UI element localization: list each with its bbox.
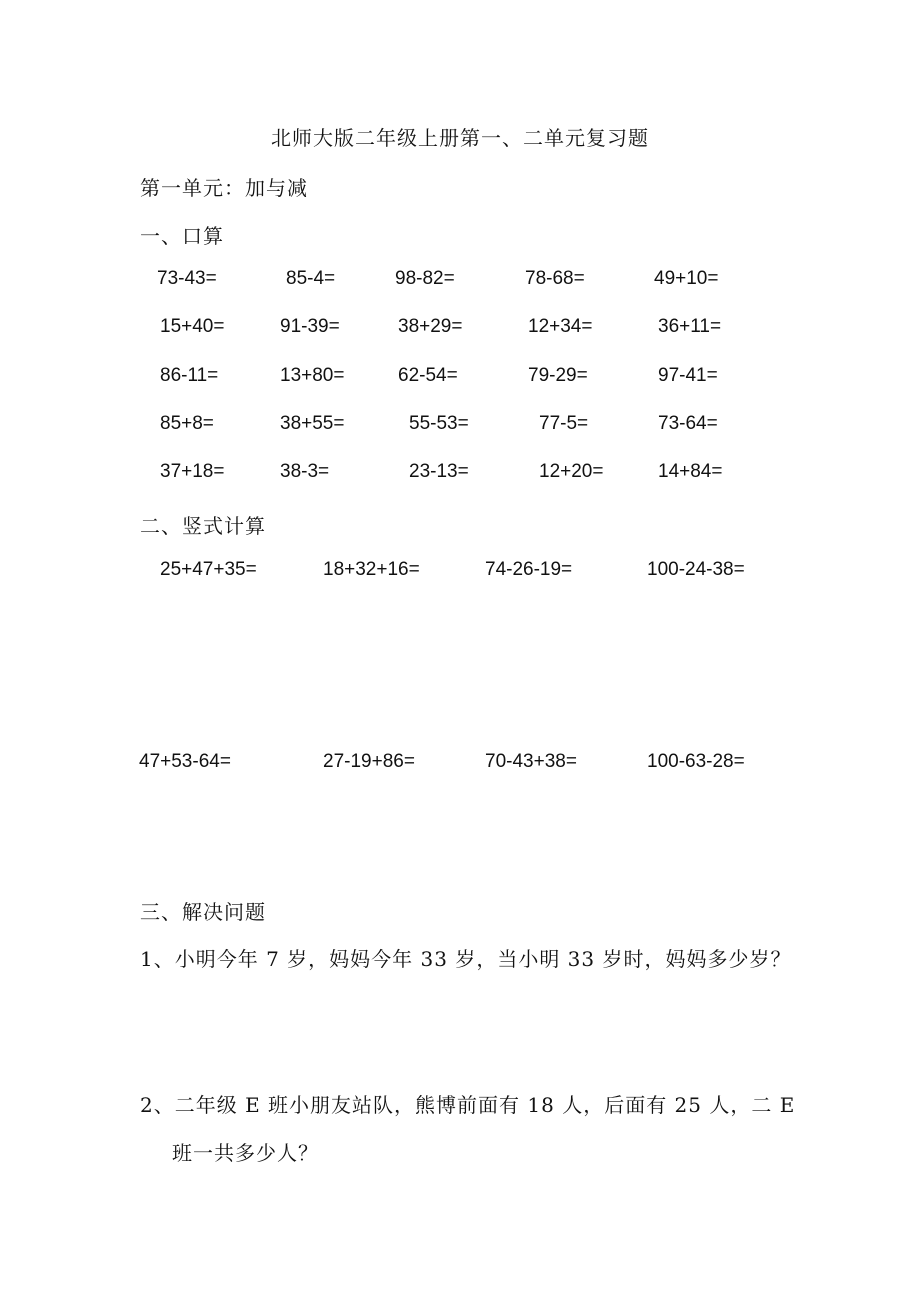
section-word-problems-heading: 三、解决问题 <box>140 900 266 924</box>
oral-problem: 49+10= <box>654 268 719 289</box>
word-problem-1: 1、小明今年 7 岁，妈妈今年 33 岁，当小明 33 岁时，妈妈多少岁？ <box>140 947 792 971</box>
vertical-problem: 70-43+38= <box>485 751 577 772</box>
vertical-problem: 47+53-64= <box>139 751 231 772</box>
oral-problem: 38-3= <box>280 461 330 482</box>
vertical-problem: 100-24-38= <box>647 559 745 580</box>
unit-heading: 第一单元：加与减 <box>140 176 308 200</box>
oral-problem: 38+29= <box>398 316 463 337</box>
oral-problem: 12+20= <box>539 461 604 482</box>
vertical-problem: 74-26-19= <box>485 559 573 580</box>
oral-problem: 37+18= <box>160 461 225 482</box>
word-problem-2-line1: 2、二年级 E 班小朋友站队，熊博前面有 18 人，后面有 25 人，二 E <box>140 1093 796 1117</box>
section-oral-heading: 一、口算 <box>140 224 224 248</box>
oral-problem: 12+34= <box>528 316 593 337</box>
oral-problem: 23-13= <box>409 461 469 482</box>
oral-problem: 55-53= <box>409 413 469 434</box>
oral-problem: 85-4= <box>286 268 336 289</box>
oral-problem: 62-54= <box>398 365 458 386</box>
vertical-problem: 27-19+86= <box>323 751 415 772</box>
oral-problem: 86-11= <box>160 365 219 386</box>
oral-problem: 13+80= <box>280 365 345 386</box>
vertical-problem: 25+47+35= <box>160 559 257 580</box>
oral-problem: 98-82= <box>395 268 455 289</box>
oral-problem: 38+55= <box>280 413 345 434</box>
oral-problem: 79-29= <box>528 365 588 386</box>
vertical-problem: 18+32+16= <box>323 559 420 580</box>
oral-problem: 14+84= <box>658 461 723 482</box>
section-vertical-heading: 二、竖式计算 <box>140 514 266 538</box>
word-problem-2-line2: 班一共多少人？ <box>172 1141 319 1165</box>
vertical-problem: 100-63-28= <box>647 751 745 772</box>
oral-problem: 85+8= <box>160 413 214 434</box>
oral-problem: 78-68= <box>525 268 585 289</box>
oral-problem: 36+11= <box>658 316 722 337</box>
oral-problem: 97-41= <box>658 365 718 386</box>
oral-problem: 73-43= <box>157 268 217 289</box>
oral-problem: 15+40= <box>160 316 225 337</box>
page-title: 北师大版二年级上册第一、二单元复习题 <box>271 126 649 150</box>
oral-problem: 77-5= <box>539 413 589 434</box>
oral-problem: 91-39= <box>280 316 340 337</box>
oral-problem: 73-64= <box>658 413 718 434</box>
